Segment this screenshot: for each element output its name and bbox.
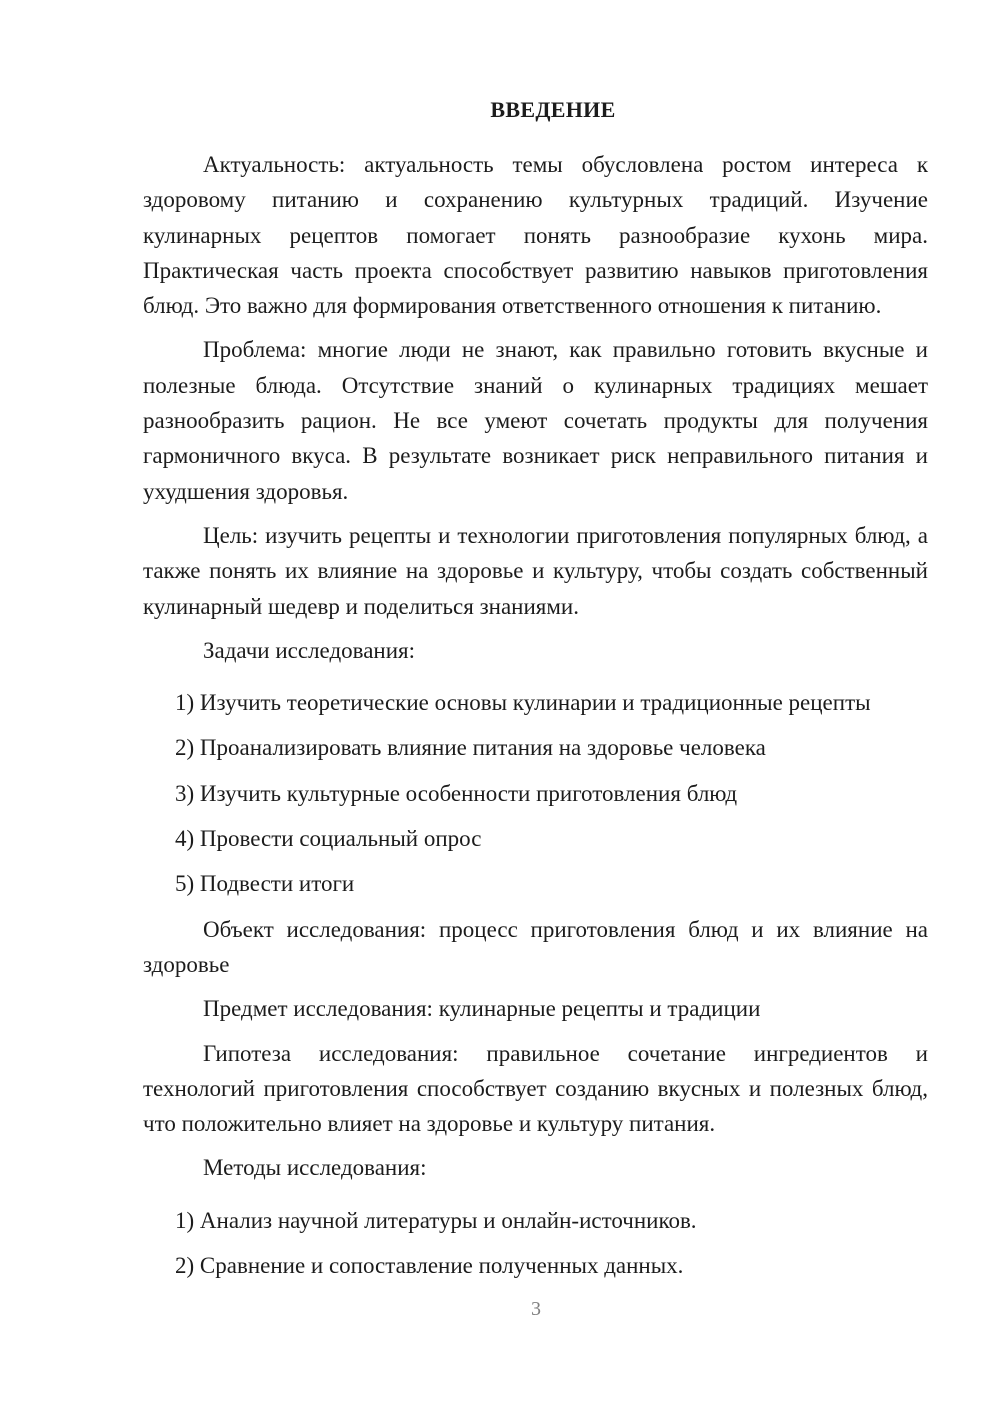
- task-item: 2) Проанализировать влияние питания на здоровье человека: [175, 735, 766, 761]
- task-item: 1) Изучить теоретические основы кулинарии и традиционные рецепты: [175, 690, 871, 716]
- relevance-paragraph: Актуальность: актуальность темы обусловлена ростом интереса к здоровому питанию и сохранению культурных традиций. Изучение кулинарных рецептов помогает понять разнообразие кухонь мира. Практическая часть проекта способствует развитию навыков приготовления блюд. Это важно для формирования ответственного отношения к питанию.: [143, 152, 928, 319]
- subject-paragraph: Предмет исследования: кулинарные рецепты и традиции: [203, 996, 761, 1022]
- methods-label: Методы исследования:: [203, 1155, 427, 1181]
- page-title: ВВЕДЕНИЕ: [490, 97, 616, 122]
- object-paragraph: Объект исследования: процесс приготовления блюд и их влияние на здоровье: [143, 916, 928, 977]
- tasks-label: Задачи исследования:: [203, 637, 416, 663]
- method-item: 1) Анализ научной литературы и онлайн-источников.: [175, 1207, 697, 1233]
- goal-paragraph: Цель: изучить рецепты и технологии приготовления популярных блюд, а также понять их влияние на здоровье и культуру, чтобы создать собственный кулинарный шедевр и поделиться знаниями.: [143, 522, 928, 619]
- page-number: 3: [531, 1298, 541, 1320]
- task-item: 3) Изучить культурные особенности приготовления блюд: [175, 780, 738, 806]
- document-page: [143, 96, 928, 1293]
- methods-list: [143, 1203, 928, 1284]
- tasks-list: [143, 685, 928, 901]
- task-item: 5) Подвести итоги: [175, 871, 355, 897]
- problem-paragraph: Проблема: многие люди не знают, как правильно готовить вкусные и полезные блюда. Отсутствие знаний о кулинарных традициях мешает разнообразить рацион. Не все умеют сочетать продукты для получения гармоничного вкуса. В результате возникает риск неправильного питания и ухудшения здоровья.: [143, 337, 928, 504]
- hypothesis-paragraph: Гипотеза исследования: правильное сочетание ингредиентов и технологий приготовления способствует созданию вкусных и полезных блюд, что положительно влияет на здоровье и культуру питания.: [143, 1040, 928, 1137]
- method-item: 2) Сравнение и сопоставление полученных данных.: [175, 1253, 684, 1279]
- task-item: 4) Провести социальный опрос: [175, 826, 482, 852]
